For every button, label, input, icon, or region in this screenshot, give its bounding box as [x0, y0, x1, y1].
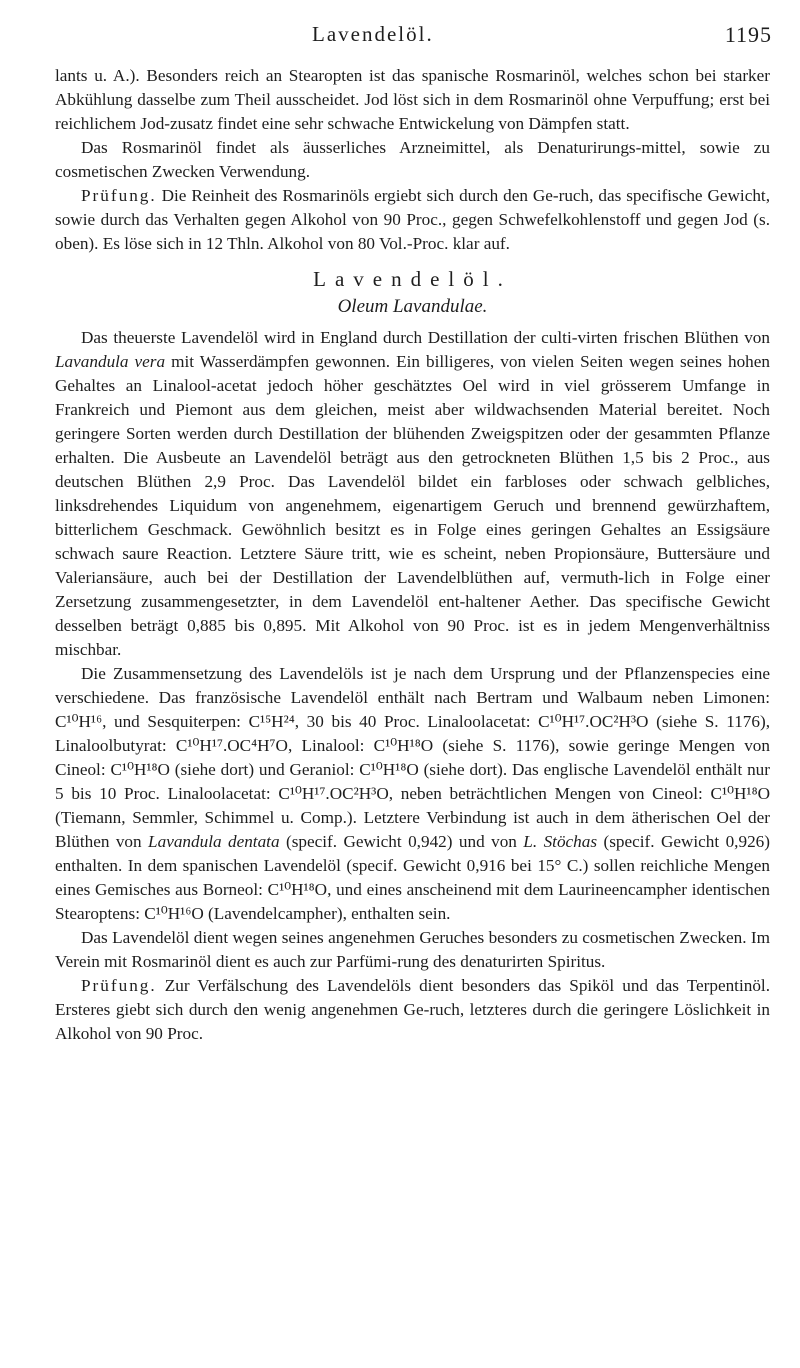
rosmarin-paragraph-1: lants u. A.). Besonders reich an Stearopten ist das spanische Rosmarinöl, welches schon bei starker Abkühlung dasselbe zum Theil ausscheidet. Jod löst sich in dem Rosmarinöl ohne Verpuffung; erst bei reichlichem Jod-zusatz findet eine sehr schwache Entwickelung von Dämpfen statt. [55, 66, 770, 133]
text-run: mit Wasserdämpfen gewonnen. Ein billigeres, von vielen Seiten wegen seines hohen Gehaltes an Linalool-acetat jedoch höher geschätztes Oel wird in viel grösserem Umfange in Frankreich und Piemont aus dem gleichen, meist aber wildwachsenden Material bereitet. Noch geringere Sorten werden durch Destillation der blühenden Zweigspitzen oder der gesammten Pflanze erhalten. Die Ausbeute an Lavendelöl beträgt aus den getrockneten Blüthen 1,5 bis 2 Proc., aus deutschen Blüthen 2,9 Proc. Das Lavendelöl bildet ein farbloses oder schwach gelbliches, linksdrehendes Liquidum von angenehmem, eigenartigem Geruch und brennend gewürzhaftem, bitterlichem Geschmack. Gewöhnlich besitzt es in Folge eines geringen Gehaltes an Essigsäure schwach saure Reaction. Letztere Säure tritt, wie es scheint, neben Propionsäure, Buttersäure und Valeriansäure, auch bei der Destillation der Lavendelblüthen auf, vermuth-lich in Folge einer Zersetzung zusammengesetzter, in dem Lavendelöl ent-haltener Aether. Das specifische Gewicht desselben beträgt 0,885 bis 0,895. Mit Alkohol von 90 Proc. ist es in jedem Mengenverhältniss mischbar. [55, 352, 770, 659]
lavendel-pruefung-text: Zur Verfälschung des Lavendelöls dient besonders das Spiköl und das Terpentinöl. Ersteres giebt sich durch den wenig angenehmen Ge-ruch, letzteres durch die geringere Löslichkeit in Alkohol von 90 Proc. [55, 976, 770, 1043]
lavendel-paragraph-3: Das Lavendelöl dient wegen seines angenehmen Geruches besonders zu cosmetischen Zwecken. Im Verein mit Rosmarinöl dient es auch zur Parfümi-rung des denaturirten Spiritus. [55, 928, 770, 971]
lavendel-paragraph-2 [55, 662, 770, 926]
text-run: (specif. Gewicht 0,926) enthalten. In dem spanischen Lavendelöl (specif. Gewicht 0,916 bei 15° C.) sollen reichliche Mengen eines Gemisches aus Borneol: C¹⁰H¹⁸O, und eines anscheinend mit dem Laurineencampher identischen Stearoptens: C¹⁰H¹⁶O (Lavendelcampher), enthalten sein. [55, 832, 770, 923]
running-title: Lavendelöl. [312, 22, 434, 46]
section-latin-title: Oleum Lavandulae. [337, 296, 488, 317]
species-name: Lavandula dentata [148, 832, 280, 851]
page-number: 1195 [724, 22, 772, 47]
page-header [0, 22, 800, 50]
lavendel-paragraph-1 [55, 326, 770, 662]
species-name: L. Stöchas [523, 832, 598, 851]
pruefung-label: Prüfung. [81, 976, 157, 995]
pruefung-label: Prüfung. [81, 186, 157, 205]
rosmarin-pruefung-text: Die Reinheit des Rosmarinöls ergiebt sich durch den Ge-ruch, das specifische Gewicht, sowie durch das Verhalten gegen Alkohol von 90 Proc., gegen Schwefelkohlenstoff und gegen Jod (s. oben). Es löse sich in 12 Thln. Alkohol von 80 Vol.-Proc. klar auf. [55, 186, 770, 253]
text-run: Das theuerste Lavendelöl wird in England durch Destillation der culti-virten frischen Blüthen von [81, 328, 770, 347]
page-body [55, 64, 770, 1046]
text-run: (specif. Gewicht 0,942) und von [279, 832, 524, 851]
species-name: Lavandula vera [55, 352, 166, 371]
rosmarin-pruefung-paragraph [55, 184, 770, 256]
section-title: Lavendelöl. [313, 267, 512, 291]
rosmarin-paragraph-2: Das Rosmarinöl findet als äusserliches Arzneimittel, als Denaturirungs-mittel, sowie zu cosmetischen Zwecken Verwendung. [55, 138, 770, 181]
text-run: Die Zusammensetzung des Lavendelöls ist je nach dem Ursprung und der Pflanzenspecies eine verschiedene. Das französische Lavendelöl enthält nach Bertram und Walbaum neben Limonen: C¹⁰H¹⁶, und Sesquiterpen: C¹⁵H²⁴, 30 bis 40 Proc. Linaloolacetat: C¹⁰H¹⁷.OC²H³O (siehe S. 1176), Linaloolbutyrat: C¹⁰H¹⁷.OC⁴H⁷O, Linalool: C¹⁰H¹⁸O (siehe S. 1176), sowie geringe Mengen von Cineol: C¹⁰H¹⁸O (siehe dort) und Geraniol: C¹⁰H¹⁸O (siehe dort). Das englische Lavendelöl enthält nur 5 bis 10 Proc. Linaloolacetat: C¹⁰H¹⁷.OC²H³O, neben beträchtlichen Mengen von Cineol: C¹⁰H¹⁸O (Tiemann, Semmler, Schimmel u. Comp.). Letztere Verbindung ist auch in dem ätherischen Oel der Blüthen von [55, 664, 770, 851]
lavendel-pruefung-paragraph [55, 974, 770, 1046]
